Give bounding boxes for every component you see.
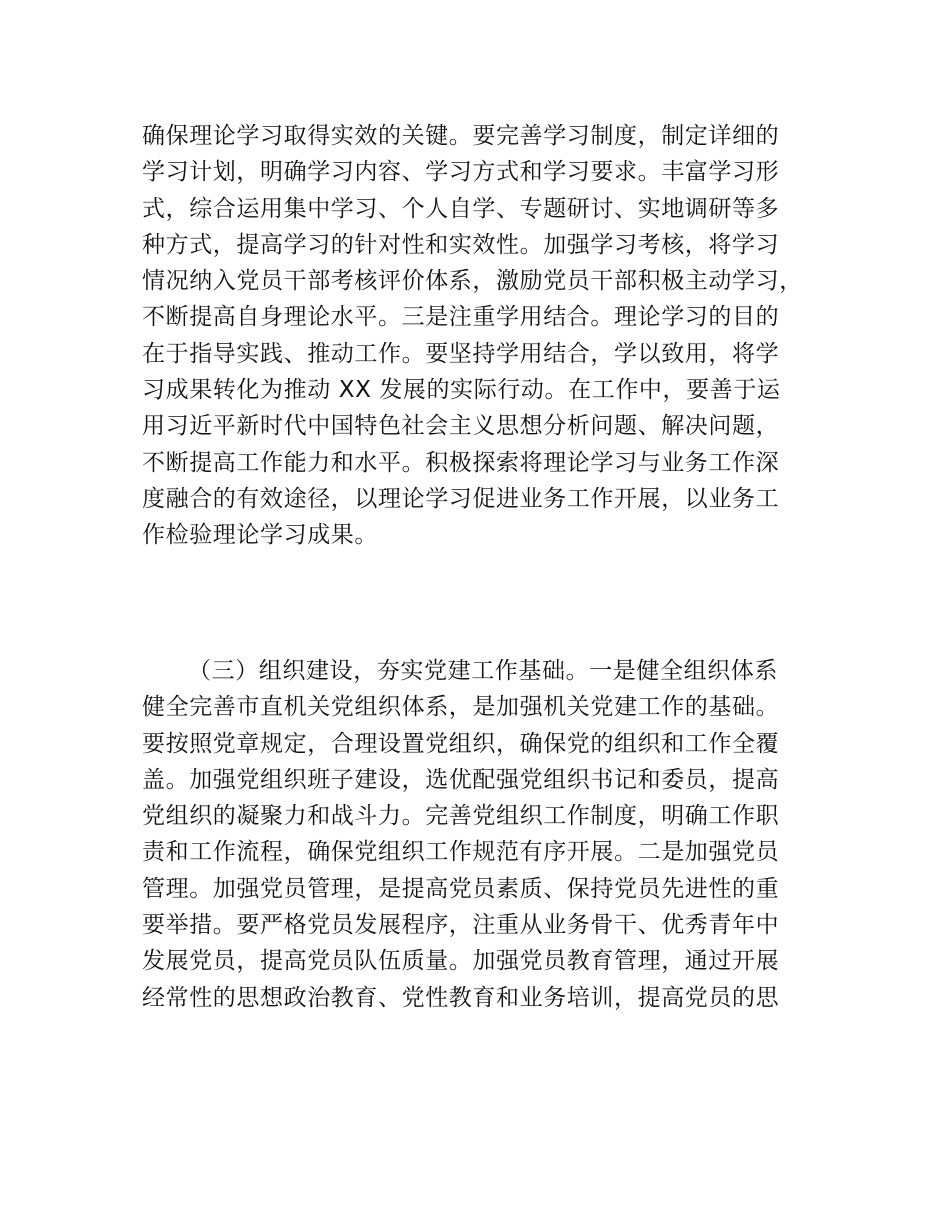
text-line: 责和工作流程，确保党组织工作规范有序开展。二是加强党员: [142, 839, 780, 866]
text-line: 式，综合运用集中学习、个人自学、专题研讨、实地调研等多: [142, 195, 780, 222]
text-line: 管理。加强党员管理，是提高党员素质、保持党员先进性的重: [142, 875, 780, 902]
text-line: 党组织的凝聚力和战斗力。完善党组织工作制度，明确工作职: [142, 803, 780, 830]
text-line: 确保理论学习取得实效的关键。要完善学习制度，制定详细的: [142, 123, 780, 149]
text-line: 不断提高自身理论水平。三是注重学用结合。理论学习的目的: [142, 304, 780, 331]
paragraph-1: [142, 118, 842, 554]
text-line: 在于指导实践、推动工作。要坚持学用结合，学以致用，将学: [142, 340, 780, 367]
text-line: 种方式，提高学习的针对性和实效性。加强学习考核，将学习: [142, 231, 780, 258]
paragraph-2: [142, 653, 842, 1016]
text-line: 习成果转化为推动 XX 发展的实际行动。在工作中，要善于运: [142, 377, 781, 404]
text-line: 要按照党章规定，合理设置党组织，确保党的组织和工作全覆: [142, 730, 780, 757]
text-line: 经常性的思想政治教育、党性教育和业务培训，提高党员的思: [142, 984, 780, 1011]
text-line: 情况纳入党员干部考核评价体系，激励党员干部积极主动学习，: [142, 268, 803, 295]
text-line: 度融合的有效途径，以理论学习促进业务工作开展，以业务工: [142, 485, 780, 512]
text-line: 盖。加强党组织班子建设，选优配强党组织书记和委员，提高: [142, 766, 780, 793]
text-line: 发展党员，提高党员队伍质量。加强党员教育管理，通过开展: [142, 948, 780, 975]
text-line: 健全完善市直机关党组织体系，是加强机关党建工作的基础。: [142, 694, 780, 721]
section-heading-line: （三）组织建设，夯实党建工作基础。一是健全组织体系: [188, 658, 778, 684]
text-line: 不断提高工作能力和水平。积极探索将理论学习与业务工作深: [142, 449, 780, 476]
text-line: 用习近平新时代中国特色社会主义思想分析问题、解决问题，: [142, 413, 780, 440]
text-line: 作检验理论学习成果。: [142, 522, 378, 549]
text-line: 学习计划，明确学习内容、学习方式和学习要求。丰富学习形: [142, 159, 780, 186]
text-line: 要举措。要严格党员发展程序，注重从业务骨干、优秀青年中: [142, 912, 780, 939]
